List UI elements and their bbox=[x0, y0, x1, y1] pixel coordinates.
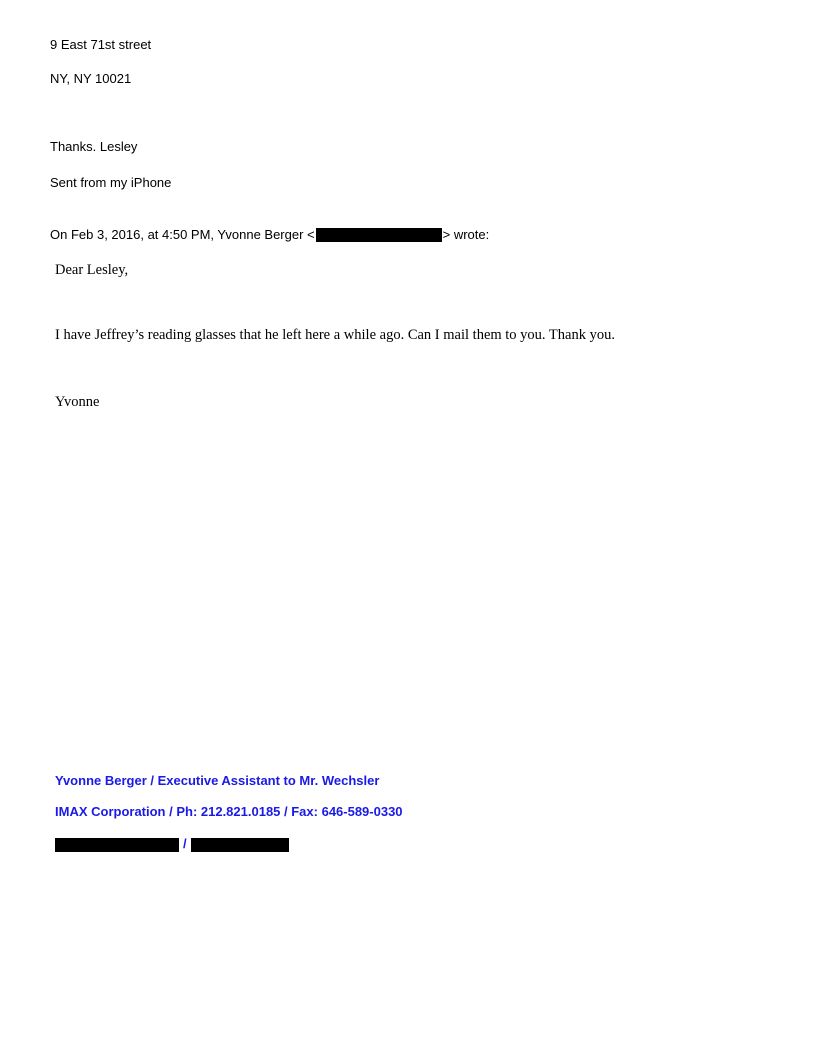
greeting: Dear Lesley, bbox=[55, 262, 129, 278]
signature-line-3 bbox=[55, 836, 289, 852]
address-line-1: 9 East 71st street bbox=[50, 37, 152, 52]
quote-header-prefix: On Feb 3, 2016, at 4:50 PM, Yvonne Berger < bbox=[50, 227, 315, 242]
redacted-email bbox=[316, 228, 442, 242]
redacted-website-signature bbox=[191, 838, 289, 852]
sent-from-line: Sent from my iPhone bbox=[50, 175, 172, 190]
quote-header-suffix: > wrote: bbox=[442, 227, 490, 242]
signature-line-1: Yvonne Berger / Executive Assistant to Mr. Wechsler bbox=[55, 773, 380, 788]
quote-header bbox=[50, 227, 489, 243]
signature-separator: / bbox=[183, 836, 187, 851]
signature-line-2: IMAX Corporation / Ph: 212.821.0185 / Fax: 646-589-0330 bbox=[55, 804, 403, 819]
signoff: Yvonne bbox=[55, 394, 100, 410]
address-line-2: NY, NY 10021 bbox=[50, 71, 132, 86]
redacted-email-signature bbox=[55, 838, 179, 852]
thanks-line: Thanks. Lesley bbox=[50, 139, 138, 154]
message-body: I have Jeffrey’s reading glasses that he left here a while ago. Can I mail them to you. Thank you. bbox=[55, 327, 615, 343]
